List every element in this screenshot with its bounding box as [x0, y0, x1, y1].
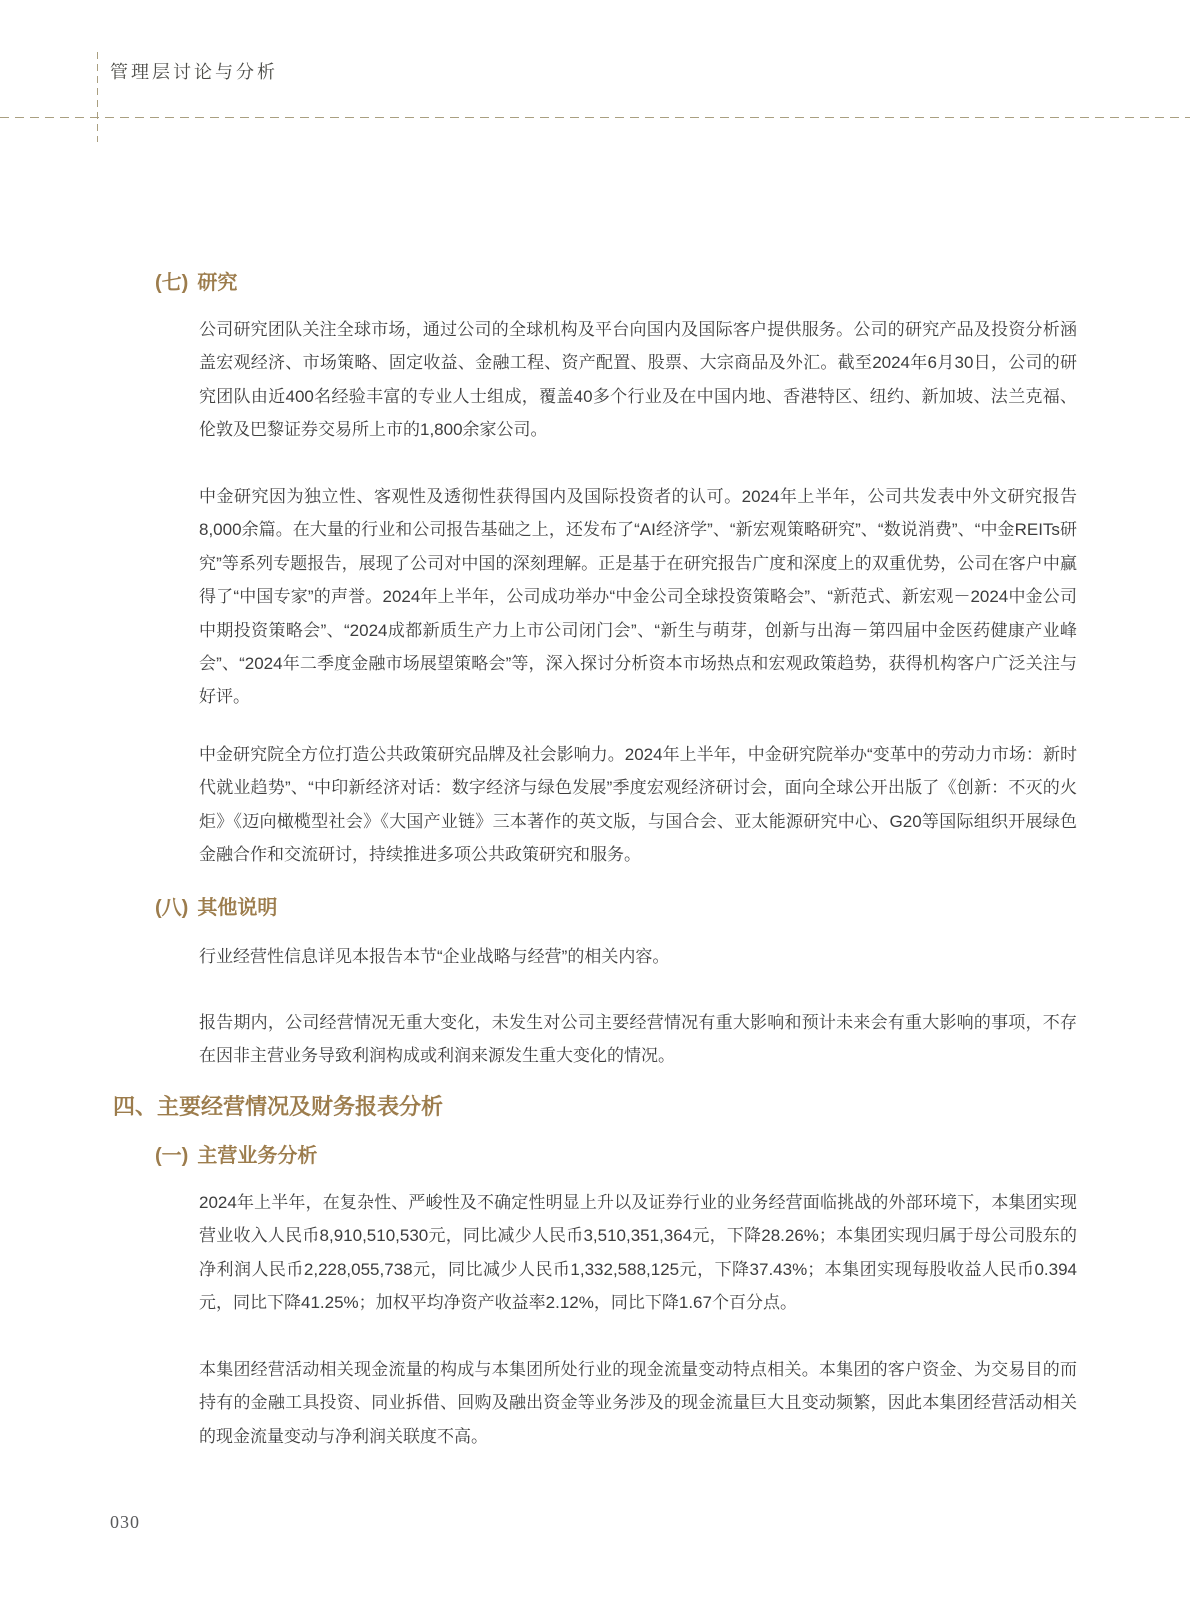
chapter-heading-main-analysis: [113, 1090, 443, 1121]
header-horizontal-dashed-rule: [0, 117, 1190, 118]
chapter-label: 四、: [113, 1094, 158, 1119]
page-header-title: 管理层讨论与分析: [110, 62, 278, 82]
section-heading-other-notes: [155, 891, 277, 920]
section-label: (八): [155, 897, 189, 919]
paragraph-main-business-1: 2024年上半年，在复杂性、严峻性及不确定性明显上升以及证券行业的业务经营面临挑战的外部环境下，本集团实现营业收入人民币8,910,510,530元，同比减少人民币3,510,351,364元，下降28.26%；本集团实现归属于母公司股东的净利润人民币2,228,055,738元，同比减少人民币1,332,588,125元，下降37.43%；本集团实现每股收益人民币0.394元，同比下降41.25%；加权平均净资产收益率2.12%，同比下降1.67个百分点。: [199, 1193, 1077, 1313]
section-label: (一): [155, 1145, 189, 1167]
section-label: (七): [155, 272, 189, 294]
paragraph-research-1: 公司研究团队关注全球市场，通过公司的全球机构及平台向国内及国际客户提供服务。公司的研究产品及投资分析涵盖宏观经济、市场策略、固定收益、金融工程、资产配置、股票、大宗商品及外汇。截至2024年6月30日，公司的研究团队由近400名经验丰富的专业人士组成，覆盖40多个行业及在中国内地、香港特区、纽约、新加坡、法兰克福、伦敦及巴黎证券交易所上市的1,800余家公司。: [199, 320, 1077, 440]
section-title: 研究: [197, 272, 238, 294]
header-vertical-dashed-rule: [97, 52, 98, 142]
paragraph-research-2: 中金研究因为独立性、客观性及透彻性获得国内及国际投资者的认可。2024年上半年，公司共发表中外文研究报告8,000余篇。在大量的行业和公司报告基础之上，还发布了“AI经济学”、“新宏观策略研究”、“数说消费”、“中金REITs研究”等系列专题报告，展现了公司对中国的深刻理解。正是基于在研究报告广度和深度上的双重优势，公司在客户中赢得了“中国专家”的声誉。2024年上半年，公司成功举办“中金公司全球投资策略会”、“新范式、新宏观－2024中金公司中期投资策略会”、“2024成都新质生产力上市公司闭门会”、“新生与萌芽，创新与出海－第四届中金医药健康产业峰会”、“2024年二季度金融市场展望策略会”等，深入探讨分析资本市场热点和宏观政策趋势，获得机构客户广泛关注与好评。: [199, 487, 1077, 707]
page-number: 030: [110, 1512, 140, 1532]
paragraph-other-notes-1: 行业经营性信息详见本报告本节“企业战略与经营”的相关内容。: [199, 947, 670, 966]
section-heading-research: [155, 266, 237, 295]
section-title: 其他说明: [197, 897, 278, 919]
paragraph-research-3: 中金研究院全方位打造公共政策研究品牌及社会影响力。2024年上半年，中金研究院举办“变革中的劳动力市场：新时代就业趋势”、“中印新经济对话：数字经济与绿色发展”季度宏观经济研讨会，面向全球公开出版了《创新：不灭的火炬》《迈向橄榄型社会》《大国产业链》三本著作的英文版，与国合会、亚太能源研究中心、G20等国际组织开展绿色金融合作和交流研讨，持续推进多项公共政策研究和服务。: [199, 745, 1077, 865]
chapter-title: 主要经营情况及财务报表分析: [157, 1094, 444, 1119]
section-heading-main-business: [155, 1139, 317, 1168]
section-title: 主营业务分析: [197, 1145, 318, 1167]
paragraph-other-notes-2: 报告期内，公司经营情况无重大变化，未发生对公司主要经营情况有重大影响和预计未来会有重大影响的事项，不存在因非主营业务导致利润构成或利润来源发生重大变化的情况。: [199, 1013, 1077, 1066]
paragraph-main-business-2: 本集团经营活动相关现金流量的构成与本集团所处行业的现金流量变动特点相关。本集团的客户资金、为交易目的而持有的金融工具投资、同业拆借、回购及融出资金等业务涉及的现金流量巨大且变动频繁，因此本集团经营活动相关的现金流量变动与净利润关联度不高。: [199, 1360, 1077, 1446]
